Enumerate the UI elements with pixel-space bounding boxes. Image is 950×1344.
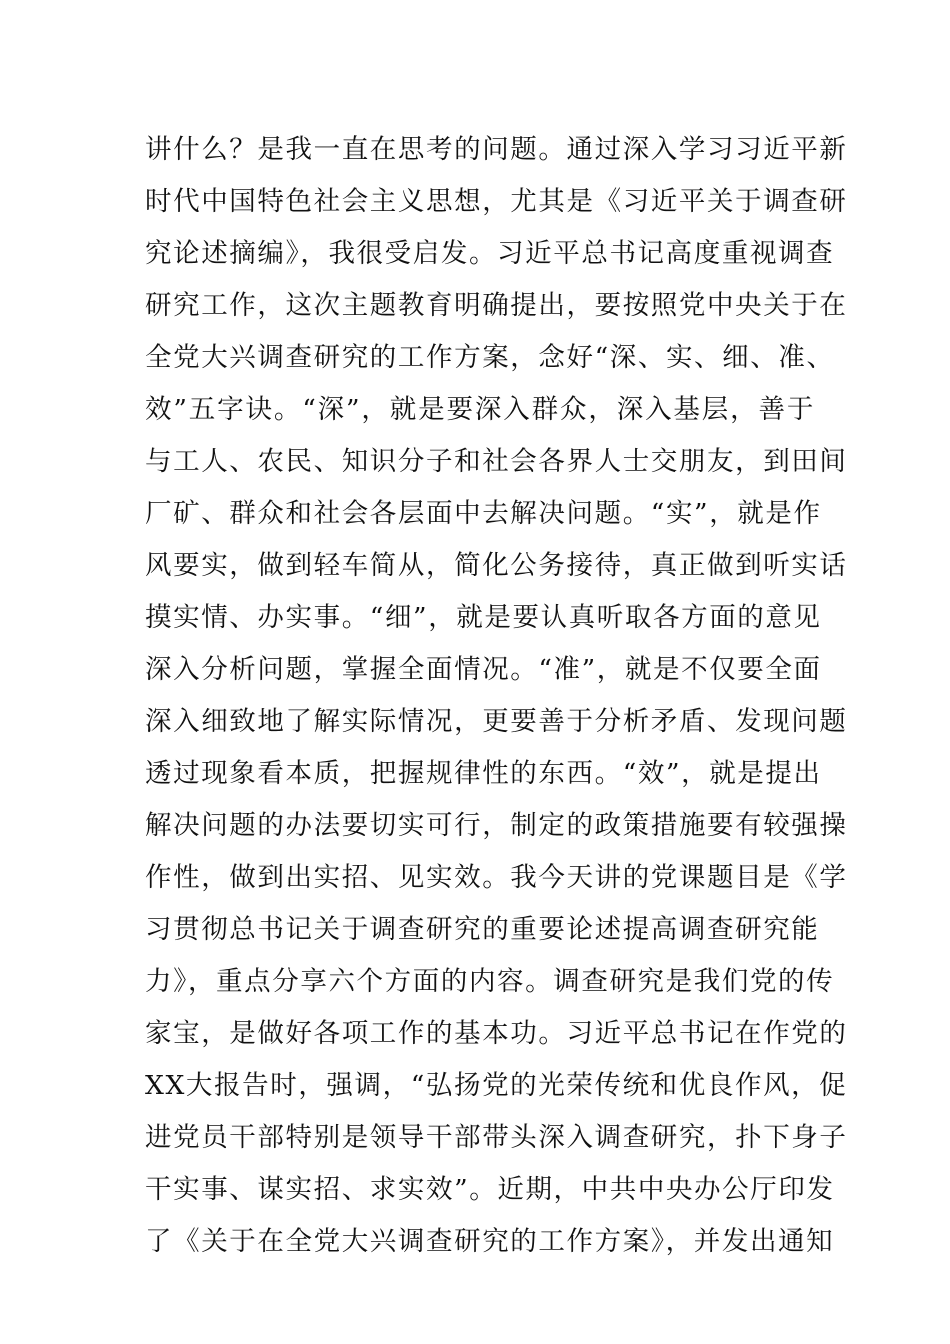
body-text-line: 了《关于在全党大兴调查研究的工作方案》，并发出通知 — [145, 1226, 835, 1257]
body-text-line: 深入细致地了解实际情况，更要善于分析矛盾、发现问题 — [145, 706, 848, 737]
body-text-line: 讲什么？是我一直在思考的问题。通过深入学习习近平新 — [145, 134, 848, 165]
body-text-line: 摸实情、办实事。“细”，就是要认真听取各方面的意见 — [145, 602, 822, 633]
body-text-line: 厂矿、群众和社会各层面中去解决问题。“实”，就是作 — [145, 498, 822, 529]
body-text-line: 效”五字诀。“深”，就是要深入群众，深入基层，善于 — [145, 394, 815, 425]
body-text-line: XX大报告时，强调，“弘扬党的光荣传统和优良作风，促 — [145, 1070, 848, 1101]
body-text-line: 深入分析问题，掌握全面情况。“准”，就是不仅要全面 — [145, 654, 822, 685]
body-text-line: 力》，重点分享六个方面的内容。调查研究是我们党的传 — [145, 966, 835, 997]
body-text-line: 进党员干部特别是领导干部带头深入调查研究，扑下身子 — [145, 1122, 848, 1153]
body-text-line: 究论述摘编》，我很受启发。习近平总书记高度重视调查 — [145, 238, 835, 269]
body-text-line: 解决问题的办法要切实可行，制定的政策措施要有较强操 — [145, 810, 848, 841]
body-text-line: 作性，做到出实招、见实效。我今天讲的党课题目是《学 — [145, 862, 848, 893]
body-text-line: 风要实，做到轻车简从，简化公务接待，真正做到听实话 — [145, 550, 848, 581]
body-text-line: 与工人、农民、知识分子和社会各界人士交朋友，到田间 — [145, 446, 848, 477]
body-text-line: 全党大兴调查研究的工作方案，念好“深、实、细、准、 — [145, 342, 835, 373]
body-text-line: 家宝，是做好各项工作的基本功。习近平总书记在作党的 — [145, 1018, 848, 1049]
body-text-line: 时代中国特色社会主义思想，尤其是《习近平关于调查研 — [145, 186, 848, 217]
body-text-line: 干实事、谋实招、求实效”。近期，中共中央办公厅印发 — [145, 1174, 835, 1205]
body-text-line: 研究工作，这次主题教育明确提出，要按照党中央关于在 — [145, 290, 848, 321]
body-text-line: 透过现象看本质，把握规律性的东西。“效”，就是提出 — [145, 758, 822, 789]
body-text-line: 习贯彻总书记关于调查研究的重要论述提高调查研究能 — [145, 914, 820, 945]
